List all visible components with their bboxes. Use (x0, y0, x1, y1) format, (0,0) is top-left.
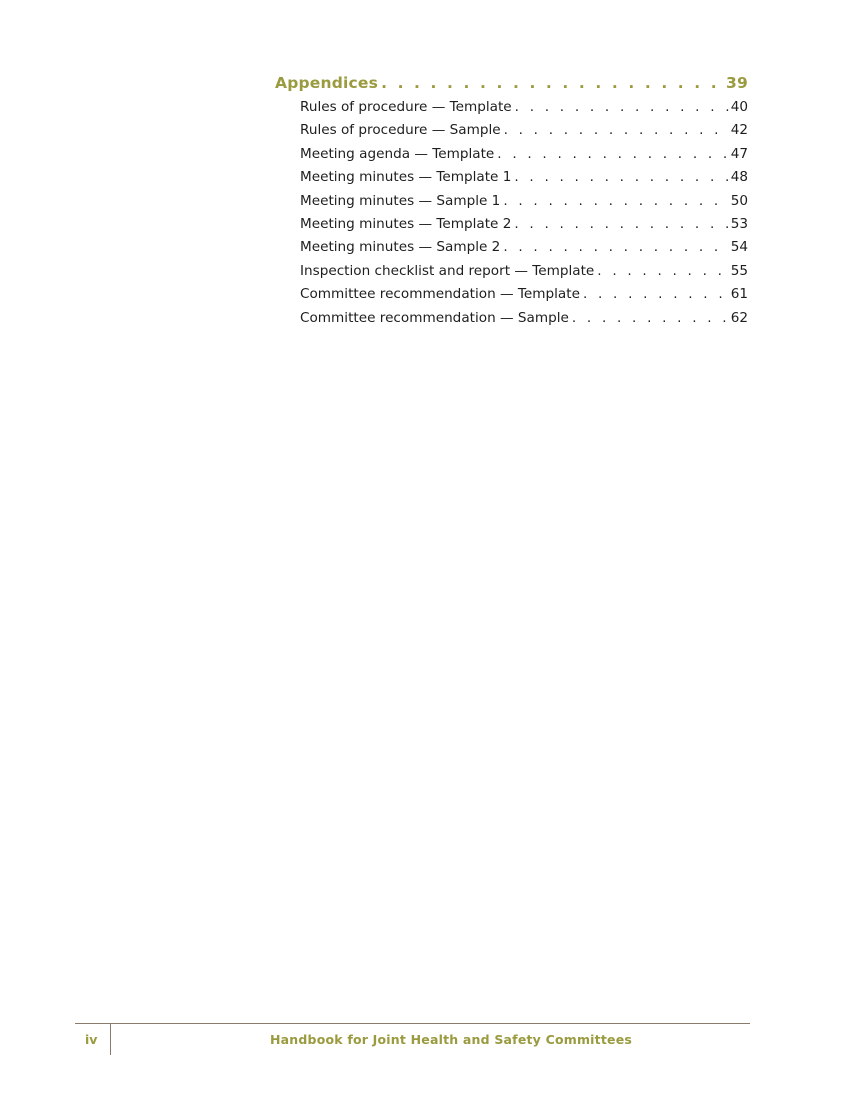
toc-entry-title: Meeting minutes — Template 1 (300, 169, 512, 186)
toc-dot-leader (514, 213, 729, 236)
toc-dot-leader (583, 283, 730, 306)
toc-entry-page: 48 (730, 169, 748, 186)
toc-entry-title: Rules of procedure — Template (300, 99, 512, 115)
toc-entry[interactable] (275, 213, 748, 236)
toc-entry-page: 55 (730, 262, 748, 279)
toc-entry[interactable] (275, 236, 748, 259)
footer-document-title: Handbook for Joint Health and Safety Committees (270, 1032, 633, 1047)
toc-entry-title: Meeting minutes — Template 2 (300, 215, 512, 232)
toc-entry-title: Inspection checklist and report — Template (300, 262, 595, 279)
toc-entry-title: Meeting minutes — Sample 2 (300, 239, 501, 256)
footer-page-number: iv (85, 1032, 98, 1047)
toc-entry[interactable] (275, 190, 748, 213)
toc-entry-page: 61 (730, 286, 748, 303)
toc-entry-page: 62 (730, 309, 748, 326)
toc-entry[interactable] (275, 119, 748, 142)
toc-entry-title: Committee recommendation — Template (300, 286, 580, 303)
toc-entry-page: 53 (730, 215, 748, 232)
toc-dot-leader (514, 166, 729, 189)
toc-entry[interactable] (275, 166, 748, 189)
toc-entry-title: Committee recommendation — Sample (300, 309, 569, 326)
toc-dot-leader (503, 190, 729, 213)
toc-entry-page: 47 (730, 145, 748, 162)
toc-entry-page: 40 (730, 99, 748, 115)
toc-entry-title: Meeting minutes — Sample 1 (300, 192, 501, 209)
toc-entry-page: 54 (730, 239, 748, 256)
toc-entry[interactable] (275, 307, 748, 330)
footer-rule (75, 1023, 750, 1024)
toc-entry-title: Meeting agenda — Template (300, 145, 495, 162)
toc-dot-leader (381, 70, 725, 96)
footer-divider (110, 1024, 111, 1055)
toc-dot-leader (515, 96, 730, 119)
toc-dot-leader (597, 260, 729, 283)
toc-entry[interactable] (275, 283, 748, 306)
toc-heading-page: 39 (726, 74, 748, 92)
toc-entry[interactable] (275, 260, 748, 283)
toc-entry-page: 50 (730, 192, 748, 209)
toc-entry[interactable] (275, 143, 748, 166)
toc-entry-title: Rules of procedure — Sample (300, 122, 501, 139)
toc-dot-leader (504, 119, 730, 142)
toc-dot-leader (503, 236, 729, 259)
toc-dot-leader (572, 307, 730, 330)
toc-dot-leader (497, 143, 729, 166)
toc-entry[interactable] (275, 96, 748, 119)
toc-heading-appendices[interactable] (275, 70, 748, 96)
toc-entry-page: 42 (730, 122, 748, 139)
table-of-contents (275, 70, 748, 330)
toc-heading-title: Appendices (275, 74, 379, 92)
